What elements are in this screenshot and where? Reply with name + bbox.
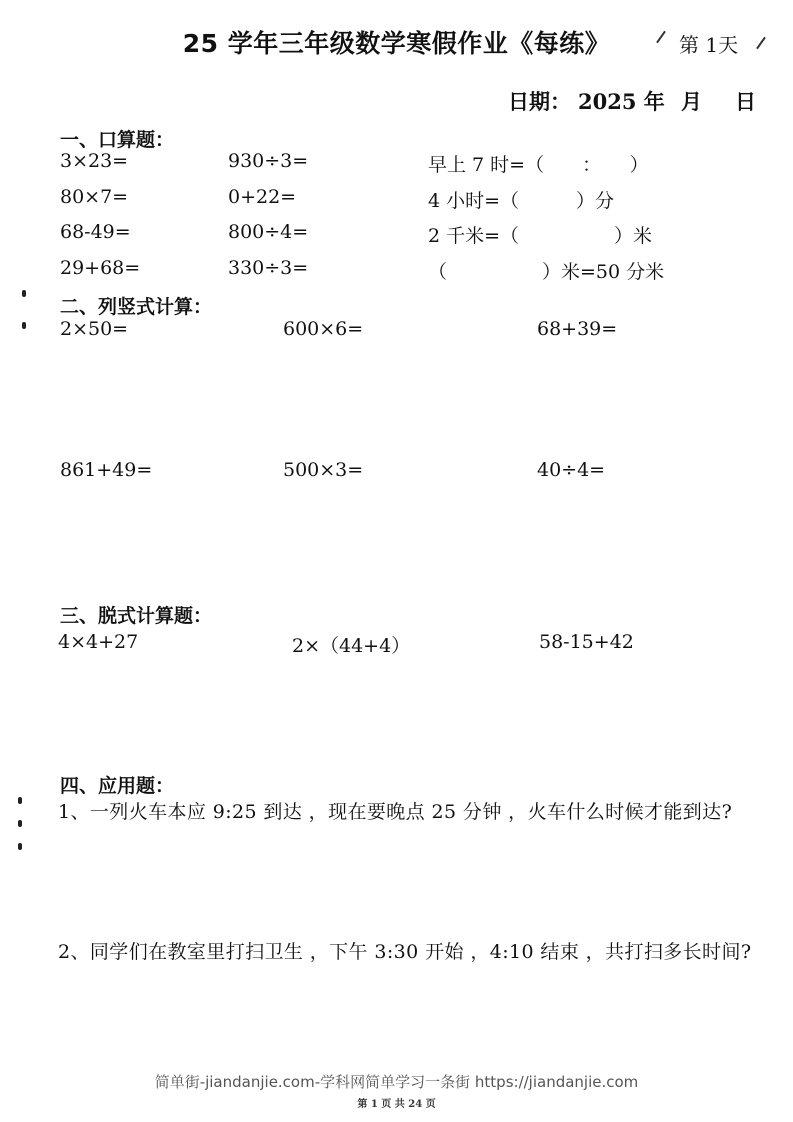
section-heading-stepwise: 三、脱式计算题： (60, 605, 213, 627)
oral-question: 2 千米=（ ）米 (428, 225, 653, 247)
oral-question: 68-49= (60, 221, 131, 243)
vertical-question: 500×3= (283, 459, 364, 481)
vertical-question: 2×50= (60, 318, 129, 340)
oral-question: 930÷3= (228, 150, 309, 172)
date-label: 日期： (508, 89, 571, 114)
scan-mark (18, 820, 22, 827)
scan-mark (18, 843, 22, 850)
stepwise-question: 2×（44+4） (292, 635, 411, 657)
watermark-text: 简单街-jiandanjie.com-学科网简单学习一条街 https://jiandanjie.com (154, 1073, 639, 1091)
oral-question: 330÷3= (228, 257, 309, 279)
vertical-question: 40÷4= (537, 459, 606, 481)
word-problem: 2、同学们在教室里打扫卫生 ，下午 3:30 开始 ，4:10 结束 ，共打扫多长时间? (58, 941, 752, 963)
section-heading-oral: 一、口算题： (60, 129, 175, 151)
oral-question: 80×7= (60, 186, 129, 208)
page-number: 第 1 页 共 24 页 (357, 1099, 436, 1110)
section-heading-vertical: 二、列竖式计算： (60, 296, 213, 318)
date-year: 2025 年 (578, 89, 665, 114)
oral-question: 800÷4= (228, 221, 309, 243)
section-heading-word-problems: 四、应用题： (60, 775, 175, 797)
oral-question: 早上 7 时=（ ： ） (428, 154, 649, 176)
stepwise-question: 58-15+42 (539, 631, 634, 653)
oral-question: 3×23= (60, 150, 129, 172)
vertical-question: 861+49= (60, 459, 153, 481)
vertical-question: 600×6= (283, 318, 364, 340)
stepwise-question: 4×4+27 (58, 631, 139, 653)
scan-mark (22, 290, 26, 297)
day-label: 第 1天 (679, 33, 739, 57)
oral-question: 4 小时=（ ）分 (428, 190, 615, 212)
vertical-question: 68+39= (537, 318, 618, 340)
date-day: 日 (735, 89, 756, 114)
scan-mark (22, 322, 26, 329)
word-problem: 1、一列火车本应 9:25 到达 ，现在要晚点 25 分钟 ，火车什么时候才能到达? (58, 801, 733, 823)
oral-question: （ ）米=50 分米 (428, 261, 665, 283)
oral-question: 0+22= (228, 186, 297, 208)
worksheet-title: 25 学年三年级数学寒假作业《每练》 (182, 29, 611, 58)
oral-question: 29+68= (60, 257, 141, 279)
scan-mark (18, 797, 22, 804)
date-month: 月 (681, 89, 702, 114)
